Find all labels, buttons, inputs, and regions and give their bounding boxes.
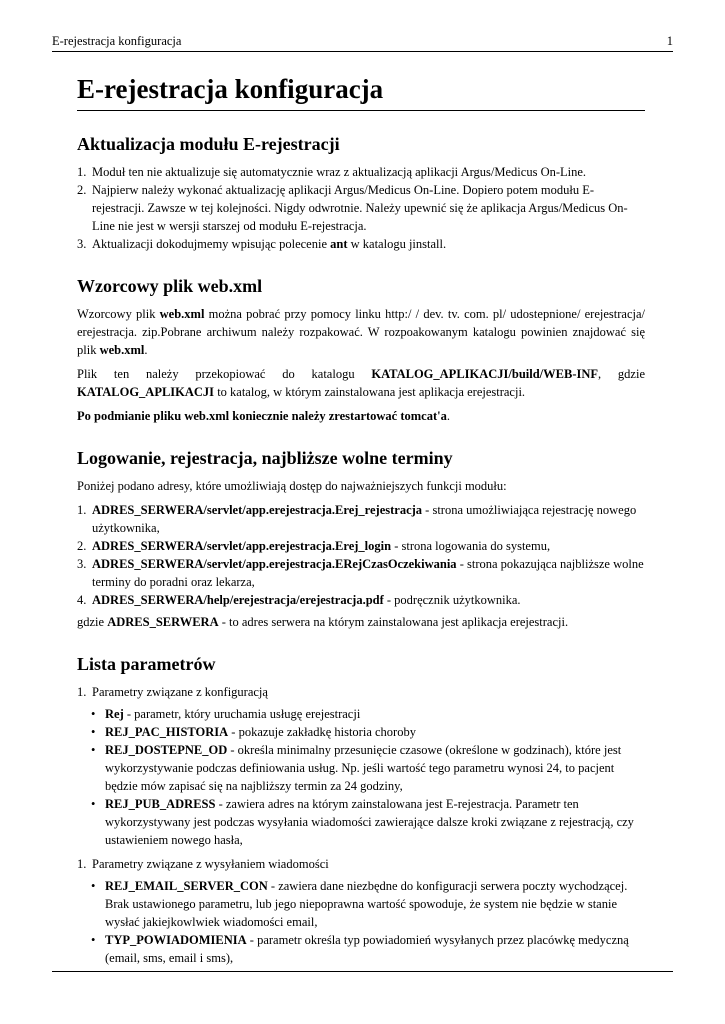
list-item: • TYP_POWIADOMIENIA - parametr określa typ powiadomień wysyłanych przez placówkę medyczną (email, sms, email i sms),: [91, 933, 629, 965]
bullet-icon: •: [91, 707, 96, 721]
list-item: 2. ADRES_SERWERA/servlet/app.erejestracja.Erej_login - strona logowania do systemu,: [77, 539, 551, 553]
list-item: 2. Najpierw należy wykonać aktualizację aplikacji Argus/Medicus On-Line. Dopiero potem modułu E-rejestracji. Zawsze w tej kolejności. Nigdy odwrotnie. Należy upewnić się że aplikacja Argus/Medicus On-Line nie jest w wersji starszej od modułu E-rejestracja.: [77, 183, 628, 233]
list-item: 3. ADRES_SERWERA/servlet/app.erejestracja.ERejCzasOczekiwania - strona pokazująca najbliższe wolne terminy do poradni oraz lekarza,: [77, 557, 644, 589]
footer-rule: [52, 971, 673, 972]
running-header: [52, 34, 673, 49]
paragraph-warning: Po podmianie pliku web.xml koniecznie należy zrestartować tomcat'a.: [77, 409, 450, 423]
header-rule: [52, 51, 673, 52]
paragraph: gdzie ADRES_SERWERA - to adres serwera na którym zainstalowana jest aplikacja erejestracji.: [77, 615, 569, 629]
bullet-icon: •: [91, 933, 96, 947]
param-group-config: 1. Parametry związane z konfiguracją: [77, 685, 268, 699]
list-item: 3. Aktualizacji dokodujmemy wpisując polecenie ant w katalogu jinstall.: [77, 237, 447, 251]
page-number: 1: [666, 34, 673, 48]
bullet-icon: •: [91, 725, 96, 739]
section-heading-params: Lista parametrów: [77, 654, 216, 674]
param-list-messages: [77, 877, 645, 967]
bullet-icon: •: [91, 797, 96, 811]
document-body: [77, 72, 645, 973]
bullet-icon: •: [91, 743, 96, 757]
address-list: [77, 501, 645, 609]
param-group-messages: 1. Parametry związane z wysyłaniem wiadomości: [77, 857, 329, 871]
list-item: 1. ADRES_SERWERA/servlet/app.erejestracja.Erej_rejestracja - strona umożliwiająca rejestrację nowego użytkownika,: [77, 503, 637, 535]
section-heading-update: Aktualizacja modułu E-rejestracji: [77, 134, 340, 154]
section-heading-webxml: Wzorcowy plik web.xml: [77, 276, 263, 296]
list-item: • REJ_DOSTEPNE_OD - określa minimalny przesunięcie czasowe (określone w godzinach), które jest wykorzystywanie podczas definiowania usług. Np. jeśli wartość tego parametru wynosi 24, to pacjent będzie mów zapisać się na najbliższy termin za 24 godziny,: [91, 743, 622, 793]
param-group-list: [77, 683, 645, 701]
page-title: E-rejestracja konfiguracja: [77, 72, 645, 111]
list-item: 1. Moduł ten nie aktualizuje się automatycznie wraz z aktualizacją aplikacji Argus/Medicus On-Line.: [77, 165, 587, 179]
paragraph: Poniżej podano adresy, które umożliwiają dostęp do najważniejszych funkcji modułu:: [77, 479, 507, 493]
update-list: [77, 163, 645, 253]
list-item: 4. ADRES_SERWERA/help/erejestracja/erejestracja.pdf - podręcznik użytkownika.: [77, 593, 521, 607]
list-item: • REJ_PAC_HISTORIA - pokazuje zakładkę historia choroby: [91, 725, 416, 739]
param-group-list: [77, 855, 645, 873]
download-link-text: można pobrać przy pomocy linku http:/ / dev. tv. com. pl/ udostepnione/ erejestracja/ erejestracja. zip.Pobrane archiwum należy rozpakować. W rozpoakowanym katalogu powinien znajdować się plik: [77, 307, 645, 357]
list-item: • REJ_EMAIL_SERVER_CON - zawiera dane niezbędne do konfiguracji serwera poczty wychodzącej. Brak ustawionego parametru, lub jego niepoprawna wartość spowoduje, że system nie będzie w stanie wysłać jakiejkowlwiek wiadomości email,: [91, 879, 628, 929]
running-header-title: E-rejestracja konfiguracja: [52, 34, 182, 48]
bullet-icon: •: [91, 879, 96, 893]
param-list-config: [77, 705, 645, 849]
paragraph: Plik ten należy przekopiować do katalogu KATALOG_APLIKACJI/build/WEB-INF, gdzie KATALOG_APLIKACJI to katalog, w którym zainstalowana jest aplikacja erejestracji.: [77, 367, 646, 399]
list-item: • REJ_PUB_ADRESS - zawiera adres na którym zainstalowana jest E-rejestracja. Parametr ten wykorzystywany jest podczas wysyłania wiadomości zawierające dalsze kroki związane z rejestracją, czy ustawieniem nowego hasła,: [91, 797, 634, 847]
paragraph: Wzorcowy plik web.xml można pobrać przy pomocy linku http:/ / dev. tv. com. pl/ udostepnione/ erejestracja/ erejestracja. zip.Pobrane archiwum należy rozpakować. W rozpoakowanym katalogu powinien znajdować się plik web.xml.: [77, 307, 645, 357]
section-heading-login: Logowanie, rejestracja, najbliższe wolne terminy: [77, 448, 453, 468]
command-ant: ant: [330, 237, 348, 251]
list-item: • Rej - parametr, który uruchamia usługę erejestracji: [91, 707, 361, 721]
